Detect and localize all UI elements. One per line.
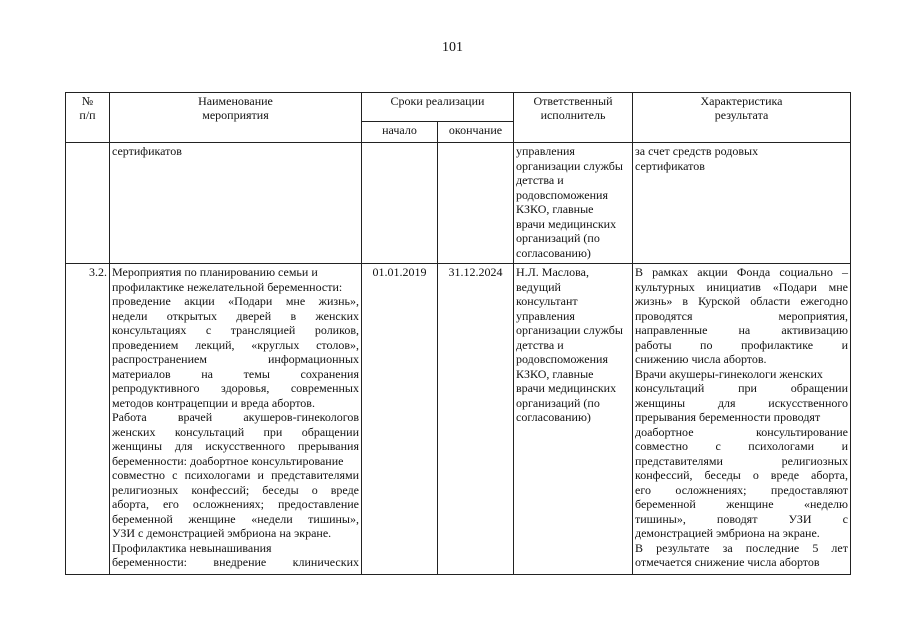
- start-date: 01.01.2019: [362, 264, 438, 575]
- result-cell: за счет средств родовых сертификатов: [633, 143, 851, 264]
- end-date: 31.12.2024: [438, 264, 514, 575]
- responsible-cell: управления организации службы детства и родовспоможения КЗКО, главные врачи медицинских организаций (по согласованию): [514, 143, 633, 264]
- table-row: [66, 264, 851, 575]
- activity-cell: сертификатов: [110, 143, 362, 264]
- responsible-cell: Н.Л. Маслова, ведущий консультант управления организации службы детства и родовспоможения КЗКО, главные врачи медицинских организаций (по согласованию): [514, 264, 633, 575]
- table-row: [66, 143, 851, 264]
- header-result: Характеристика результата: [633, 93, 851, 143]
- activity-cell: Мероприятия по планированию семьи и профилактике нежелательной беременности: проведение акции «Подари мне жизнь», недели открытых дверей в женских консультациях с трансляцией роликов, проведением лекций, «круглых столов», распространением информационных материалов на темы сохранения репродуктивного здоровья, современных методов контрацепции и вреда абортов. Работа врачей акушеров-гинекологов женских консультаций при обращении женщины для искусственного прерывания беременности: доабортное консультирование совместно с психологами и представителями религиозных конфессий; беседы о вреде аборта, его осложнениях; предоставление беременной женщине «недели тишины», УЗИ с демонстрацией эмбриона на экране. Профилактика невынашивания беременности: внедрение клинических: [110, 264, 362, 575]
- header-activity-name: Наименование мероприятия: [110, 93, 362, 143]
- header-terms: Сроки реализации: [362, 93, 514, 122]
- header-number: № п/п: [66, 93, 110, 143]
- page-number: 101: [442, 40, 463, 55]
- header-start: начало: [362, 122, 438, 143]
- end-date: [438, 143, 514, 264]
- header-end: окончание: [438, 122, 514, 143]
- plan-table: [65, 92, 851, 575]
- header-responsible: Ответственный исполнитель: [514, 93, 633, 143]
- start-date: [362, 143, 438, 264]
- row-number: 3.2.: [66, 264, 110, 575]
- row-number: [66, 143, 110, 264]
- result-cell: В рамках акции Фонда социально – культурных инициатив «Подари мне жизнь» в Курской области ежегодно проводятся мероприятия, направленные на активизацию работы по профилактике и снижению числа абортов. Врачи акушеры-гинекологи женских консультаций при обращении женщины для искусственного прерывания беременности проводят доабортное консультирование совместно с психологами и представителями религиозных конфессий, беседы о вреде аборта, его осложнениях; предоставляют беременной женщине «неделю тишины», поводят УЗИ с демонстрацией эмбриона на экране. В результате за последние 5 лет отмечается снижение числа абортов: [633, 264, 851, 575]
